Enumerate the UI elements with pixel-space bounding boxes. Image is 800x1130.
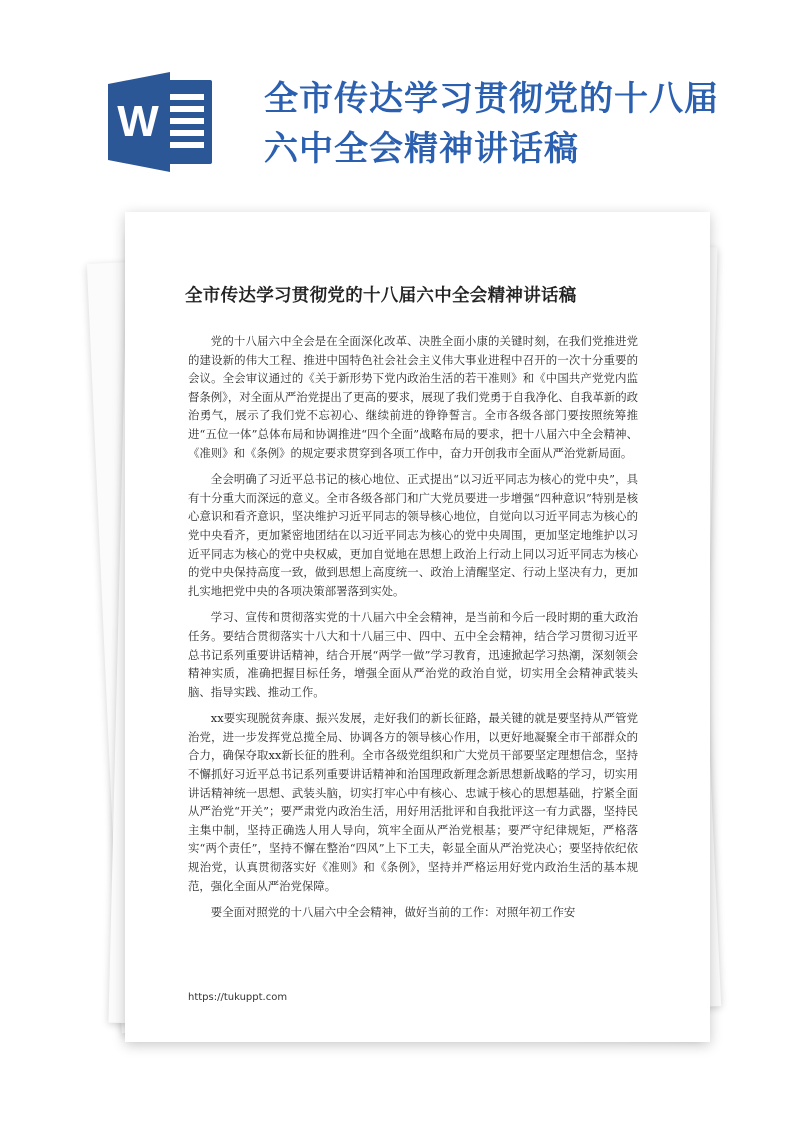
document-title: 全市传达学习贯彻党的十八届六中全会精神讲话稿 (185, 286, 577, 306)
body-paragraph: xx要实现脱贫奔康、振兴发展，走好我们的新长征路，最关键的就是要坚持从严管党治党，进一步发挥党总揽全局、协调各方的领导核心作用，以更好地凝聚全市干部群众的合力，确保夺取xx新长征的胜利。全市各级党组织和广大党员干部要坚定理想信念，坚持不懈抓好习近平总书记系列重要讲话精神和治国理政新理念新思想新战略的学习，切实用讲话精神统一思想、武装头脑，切实打牢心中有核心、忠诚于核心的思想基础，拧紧全面从严治党“开关”；要严肃党内政治生活，用好用活批评和自我批评这一有力武器，坚持民主集中制，坚持正确选人用人导向，筑牢全面从严治党根基；要严守纪律规矩，严格落实“两个责任”，坚持不懈在整治“四风”上下工夫，彰显全面从严治党决心；要坚持依纪依规治党，认真贯彻落实好《准则》和《条例》，坚持并严格运用好党内政治生活的基本规范，强化全面从严治党保障。 (188, 711, 638, 893)
header-banner (0, 0, 800, 215)
svg-text:W: W (117, 97, 159, 146)
source-url[interactable]: https://tukuppt.com (188, 992, 288, 1003)
banner-title: 全市传达学习贯彻党的十八届六中全会精神讲话稿 (264, 79, 719, 169)
document-page (125, 212, 710, 1042)
document-body (188, 332, 638, 930)
word-icon (108, 72, 220, 172)
body-paragraph: 要全面对照党的十八届六中全会精神，做好当前的工作：对照年初工作安 (210, 905, 576, 920)
body-paragraph: 学习、宣传和贯彻落实党的十八届六中全会精神，是当前和今后一段时期的重大政治任务。要结合贯彻落实十八大和十八届三中、四中、五中全会精神，结合学习贯彻习近平总书记系列重要讲话精神，结合开展“两学一做”学习教育，迅速掀起学习热潮，深刻领会精神实质，准确把握目标任务，增强全面从严治党的政治自觉，切实用全会精神武装头脑、指导实践、推动工作。 (188, 610, 638, 699)
body-paragraph: 党的十八届六中全会是在全面深化改革、决胜全面小康的关键时刻，在我们党推进党的建设新的伟大工程、推进中国特色社会社会主义伟大事业进程中召开的一次十分重要的会议。全会审议通过的《关于新形势下党内政治生活的若干准则》和《中国共产党党内监督条例》，对全面从严治党提出了更高的要求，展现了我们党勇于自我净化、自我革新的政治勇气，展示了我们党不忘初心、继续前进的铮铮誓言。全市各级各部门要按照统筹推进“五位一体”总体布局和协调推进“四个全面”战略布局的要求，把十八届六中全会精神、《准则》和《条例》的规定要求贯穿到各项工作中，奋力开创我市全面从严治党新局面。 (188, 334, 638, 460)
body-paragraph: 全会明确了习近平总书记的核心地位、正式提出“以习近平同志为核心的党中央”，具有十分重大而深远的意义。全市各级各部门和广大党员要进一步增强“四种意识”特别是核心意识和看齐意识，坚决维护习近平同志的领导核心地位，自觉向以习近平同志为核心的党中央看齐，更加紧密地团结在以习近平同志为核心的党中央周围，更加坚定地维护以习近平同志为核心的党中央权威，更加自觉地在思想上政治上行动上同以习近平同志为核心的党中央保持高度一致，做到思想上高度统一、政治上清醒坚定、行动上坚决有力，更加扎实地把党中央的各项决策部署落到实处。 (188, 472, 638, 598)
document-preview (0, 200, 800, 1130)
